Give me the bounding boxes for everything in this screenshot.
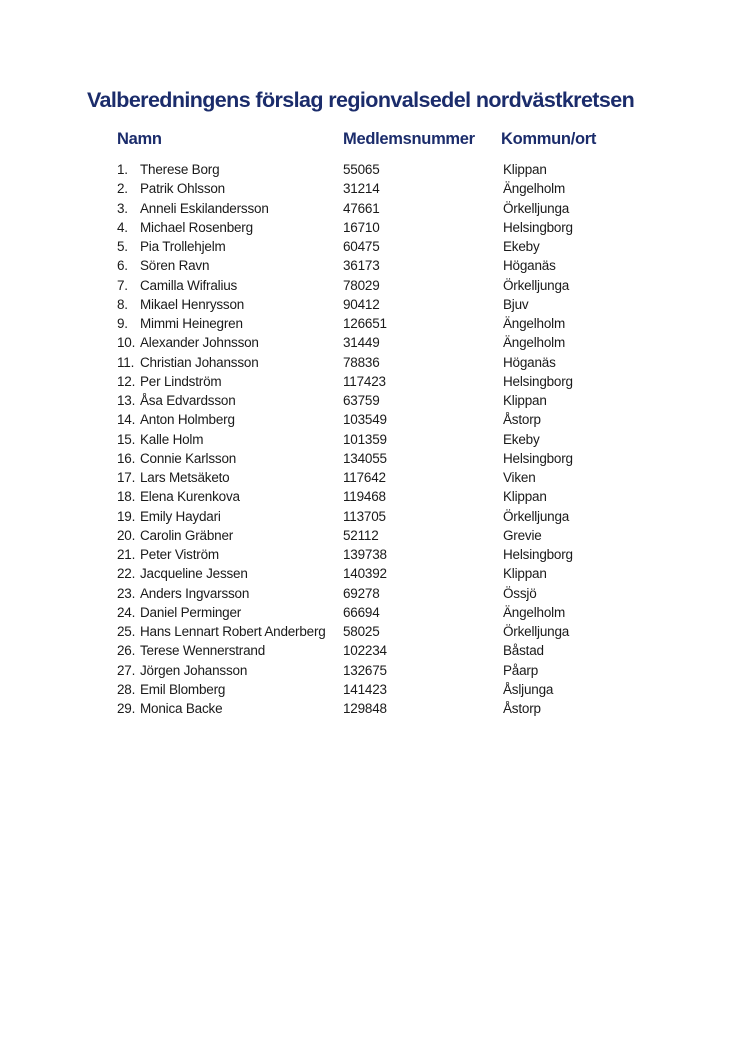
candidate-name: Peter Viström xyxy=(140,547,219,562)
municipality: Klippan xyxy=(503,489,547,505)
list-item xyxy=(0,603,746,622)
list-item xyxy=(0,218,746,237)
row-index: 29. xyxy=(117,701,136,716)
member-number: 139738 xyxy=(343,547,387,562)
municipality: Helsingborg xyxy=(503,547,573,562)
row-index: 5. xyxy=(117,239,128,254)
row-index: 27. xyxy=(117,662,136,678)
row-index: 6. xyxy=(117,258,128,274)
list-item xyxy=(0,487,746,506)
member-number: 47661 xyxy=(343,200,380,216)
row-index: 22. xyxy=(117,566,136,582)
member-number: 31449 xyxy=(343,335,380,351)
municipality: Ängelholm xyxy=(503,335,565,351)
list-item xyxy=(0,276,746,295)
candidate-name: Elena Kurenkova xyxy=(140,489,240,505)
list-item xyxy=(0,372,746,391)
candidate-name: Therese Borg xyxy=(140,162,220,177)
municipality: Ekeby xyxy=(503,239,540,254)
list-item xyxy=(0,622,746,641)
candidate-name: Anneli Eskilandersson xyxy=(140,200,269,216)
member-number: 129848 xyxy=(343,701,387,716)
municipality: Örkelljunga xyxy=(503,277,570,293)
municipality: Bjuv xyxy=(503,296,529,312)
municipality: Helsingborg xyxy=(503,450,573,466)
list-item xyxy=(0,353,746,372)
member-number: 134055 xyxy=(343,450,387,466)
row-index: 1. xyxy=(117,162,128,177)
row-index: 8. xyxy=(117,296,128,312)
municipality: Båstad xyxy=(503,643,544,659)
list-item xyxy=(0,449,746,468)
candidate-name: Michael Rosenberg xyxy=(140,219,253,235)
municipality: Grevie xyxy=(503,527,542,543)
member-number: 117423 xyxy=(343,373,386,389)
municipality: Åstorp xyxy=(503,701,541,716)
list-item xyxy=(0,507,746,526)
municipality: Örkelljunga xyxy=(503,624,570,639)
member-number: 58025 xyxy=(343,624,380,639)
member-number: 36173 xyxy=(343,258,380,274)
row-index: 12. xyxy=(117,373,136,389)
list-item xyxy=(0,699,746,718)
municipality: Åsljunga xyxy=(503,681,554,697)
list-item xyxy=(0,526,746,545)
row-index: 25. xyxy=(117,624,136,639)
member-number: 52112 xyxy=(343,527,379,543)
list-item xyxy=(0,295,746,314)
candidate-name: Mikael Henrysson xyxy=(140,296,245,312)
list-item xyxy=(0,333,746,352)
row-index: 16. xyxy=(117,450,136,466)
municipality: Helsingborg xyxy=(503,373,573,389)
member-number: 141423 xyxy=(343,681,387,697)
municipality: Klippan xyxy=(503,566,547,582)
list-item xyxy=(0,199,746,218)
member-number: 66694 xyxy=(343,604,380,620)
candidate-name: Camilla Wifralius xyxy=(140,277,238,293)
candidate-name: Terese Wennerstrand xyxy=(140,643,266,659)
candidate-name: Hans Lennart Robert Anderberg xyxy=(140,624,326,639)
member-number: 60475 xyxy=(343,239,380,254)
list-item xyxy=(0,564,746,583)
column-header-member-number: Medlemsnummer xyxy=(343,130,475,148)
member-number: 101359 xyxy=(343,431,387,447)
list-item xyxy=(0,314,746,333)
candidate-name: Patrik Ohlsson xyxy=(140,181,225,197)
municipality: Helsingborg xyxy=(503,219,573,235)
row-index: 28. xyxy=(117,681,136,697)
list-item xyxy=(0,680,746,699)
candidate-name: Monica Backe xyxy=(140,701,223,716)
page-title: Valberedningens förslag regionvalsedel nordvästkretsen xyxy=(87,88,635,112)
municipality: Höganäs xyxy=(503,258,556,274)
candidate-name: Pia Trollehjelm xyxy=(140,239,226,254)
member-number: 102234 xyxy=(343,643,387,659)
list-item xyxy=(0,545,746,564)
candidate-name: Anders Ingvarsson xyxy=(140,585,250,601)
row-index: 13. xyxy=(117,393,136,408)
member-number: 132675 xyxy=(343,662,387,678)
member-number: 103549 xyxy=(343,412,387,428)
list-item xyxy=(0,391,746,410)
row-index: 11. xyxy=(117,354,135,370)
list-item xyxy=(0,584,746,603)
municipality: Ekeby xyxy=(503,431,540,447)
candidate-name: Anton Holmberg xyxy=(140,412,235,428)
member-number: 126651 xyxy=(343,316,387,331)
list-item xyxy=(0,256,746,275)
row-index: 7. xyxy=(117,277,128,293)
candidate-name: Alexander Johnsson xyxy=(140,335,259,351)
candidate-name: Daniel Perminger xyxy=(140,604,242,620)
row-index: 2. xyxy=(117,181,128,197)
municipality: Örkelljunga xyxy=(503,200,570,216)
row-index: 23. xyxy=(117,585,136,601)
municipality: Össjö xyxy=(503,585,537,601)
member-number: 69278 xyxy=(343,585,380,601)
candidate-name: Jörgen Johansson xyxy=(140,662,248,678)
municipality: Klippan xyxy=(503,162,547,177)
list-item xyxy=(0,237,746,256)
row-index: 17. xyxy=(117,470,136,485)
list-item xyxy=(0,410,746,429)
candidate-name: Åsa Edvardsson xyxy=(140,393,236,408)
municipality: Ängelholm xyxy=(503,316,565,331)
municipality: Påarp xyxy=(503,662,539,678)
list-item xyxy=(0,179,746,198)
list-item xyxy=(0,661,746,680)
row-index: 18. xyxy=(117,489,136,505)
candidate-name: Mimmi Heinegren xyxy=(140,316,243,331)
member-number: 55065 xyxy=(343,162,380,177)
candidate-list xyxy=(0,160,746,718)
row-index: 26. xyxy=(117,643,136,659)
member-number: 140392 xyxy=(343,566,387,582)
member-number: 78029 xyxy=(343,277,380,293)
municipality: Åstorp xyxy=(503,412,541,428)
member-number: 31214 xyxy=(343,181,380,197)
row-index: 14. xyxy=(117,412,136,428)
candidate-name: Kalle Holm xyxy=(140,431,204,447)
row-index: 4. xyxy=(117,219,128,235)
column-header-name: Namn xyxy=(117,130,162,148)
column-header-municipality: Kommun/ort xyxy=(501,130,597,148)
member-number: 16710 xyxy=(343,219,380,235)
row-index: 15. xyxy=(117,431,136,447)
row-index: 9. xyxy=(117,316,128,331)
list-item xyxy=(0,160,746,179)
member-number: 113705 xyxy=(343,508,386,524)
candidate-name: Sören Ravn xyxy=(140,258,210,274)
municipality: Klippan xyxy=(503,393,547,408)
candidate-name: Carolin Gräbner xyxy=(140,527,234,543)
row-index: 24. xyxy=(117,604,136,620)
row-index: 20. xyxy=(117,527,136,543)
member-number: 63759 xyxy=(343,393,380,408)
candidate-name: Lars Metsäketo xyxy=(140,470,230,485)
municipality: Örkelljunga xyxy=(503,508,570,524)
candidate-name: Jacqueline Jessen xyxy=(140,566,248,582)
municipality: Höganäs xyxy=(503,354,556,370)
list-item xyxy=(0,641,746,660)
candidate-name: Connie Karlsson xyxy=(140,450,237,466)
member-number: 119468 xyxy=(343,489,386,505)
member-number: 90412 xyxy=(343,296,380,312)
municipality: Viken xyxy=(503,470,536,485)
candidate-name: Per Lindström xyxy=(140,373,222,389)
list-item xyxy=(0,468,746,487)
candidate-name: Emily Haydari xyxy=(140,508,221,524)
candidate-name: Christian Johansson xyxy=(140,354,259,370)
member-number: 78836 xyxy=(343,354,380,370)
row-index: 19. xyxy=(117,508,136,524)
row-index: 21. xyxy=(117,547,136,562)
member-number: 117642 xyxy=(343,470,386,485)
row-index: 10. xyxy=(117,335,136,351)
list-item xyxy=(0,430,746,449)
municipality: Ängelholm xyxy=(503,604,565,620)
municipality: Ängelholm xyxy=(503,181,565,197)
candidate-name: Emil Blomberg xyxy=(140,681,226,697)
row-index: 3. xyxy=(117,200,128,216)
